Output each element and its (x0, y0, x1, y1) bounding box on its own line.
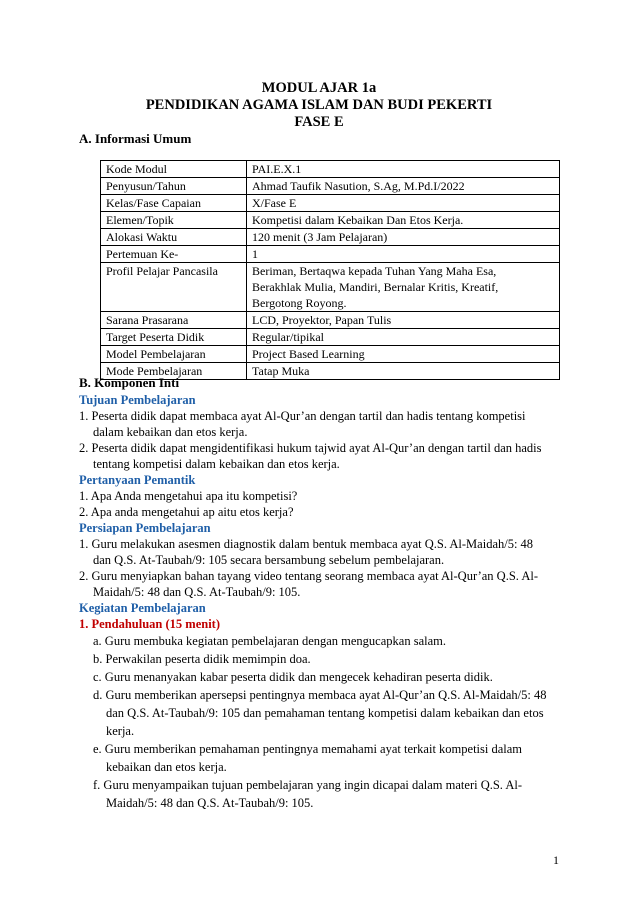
list-item: kerja. (106, 724, 135, 738)
list-item: dalam kebaikan dan etos kerja. (93, 425, 248, 439)
persiapan-heading: Persiapan Pembelajaran (79, 521, 211, 535)
table-row (101, 346, 560, 363)
list-item: tentang kompetisi dalam kebaikan dan etos kerja. (93, 457, 340, 471)
info-key: Alokasi Waktu (101, 229, 247, 246)
table-row (101, 263, 560, 312)
subject-title: PENDIDIKAN AGAMA ISLAM DAN BUDI PEKERTI (145, 97, 493, 113)
table-row (101, 329, 560, 346)
table-row (101, 246, 560, 263)
list-item: dan Q.S. At-Taubah/9: 105 dan pemahaman tentang kompetisi dalam kebaikan dan etos (106, 706, 544, 720)
info-value: X/Fase E (247, 195, 560, 212)
table-row (101, 195, 560, 212)
info-key: Kode Modul (101, 161, 247, 178)
info-key: Penyusun/Tahun (101, 178, 247, 195)
table-row (101, 229, 560, 246)
table-row (101, 161, 560, 178)
info-value-profil (247, 263, 560, 312)
info-key: Mode Pembelajaran (101, 363, 247, 380)
list-item: f. Guru menyampaikan tujuan pembelajaran yang ingin dicapai dalam materi Q.S. Al- (93, 778, 523, 792)
list-item: 2. Guru menyiapkan bahan tayang video tentang seorang membaca ayat Al-Qur’an Q.S. Al- (79, 569, 539, 583)
section-b-heading: B. Komponen Inti (79, 375, 180, 390)
list-item: 1. Apa Anda mengetahui apa itu kompetisi? (79, 489, 298, 503)
list-item: c. Guru menanyakan kabar peserta didik dan mengecek kehadiran peserta didik. (93, 670, 493, 684)
pendahuluan-heading: 1. Pendahuluan (15 menit) (79, 617, 220, 631)
info-key: Target Peserta Didik (101, 329, 247, 346)
info-value: 120 menit (3 Jam Pelajaran) (247, 229, 560, 246)
list-item: b. Perwakilan peserta didik memimpin doa. (93, 652, 311, 666)
kegiatan-heading: Kegiatan Pembelajaran (79, 601, 206, 615)
list-item: d. Guru memberikan apersepsi pentingnya membaca ayat Al-Qur’an Q.S. Al-Maidah/5: 48 (93, 688, 547, 702)
info-value: 1 (247, 246, 560, 263)
info-key: Elemen/Topik (101, 212, 247, 229)
list-item: 1. Guru melakukan asesmen diagnostik dalam bentuk membaca ayat Q.S. Al-Maidah/5: 48 (79, 537, 534, 551)
list-item: dan Q.S. At-Taubah/9: 105 secara bersambung sebelum pembelajaran. (93, 553, 445, 567)
profil-line: Beriman, Bertaqwa kepada Tuhan Yang Maha Esa, (252, 264, 497, 278)
info-value: PAI.E.X.1 (247, 161, 560, 178)
profil-line: Bergotong Royong. (252, 296, 347, 310)
page-number: 1 (553, 853, 559, 867)
list-item: Maidah/5: 48 dan Q.S. At-Taubah/9: 105. (93, 585, 301, 599)
table-row (101, 178, 560, 195)
list-item: kebaikan dan etos kerja. (106, 760, 227, 774)
info-value: Ahmad Taufik Nasution, S.Ag, M.Pd.I/2022 (247, 178, 560, 195)
list-item: 2. Apa anda mengetahui ap aitu etos kerja? (79, 505, 294, 519)
info-key: Profil Pelajar Pancasila (101, 263, 247, 312)
section-a-heading: A. Informasi Umum (79, 131, 192, 146)
info-table (100, 160, 560, 380)
info-value: LCD, Proyektor, Papan Tulis (247, 312, 560, 329)
list-item: a. Guru membuka kegiatan pembelajaran dengan mengucapkan salam. (93, 634, 446, 648)
info-value: Project Based Learning (247, 346, 560, 363)
module-title: MODUL AJAR 1a (261, 80, 377, 96)
list-item: e. Guru memberikan pemahaman pentingnya memahami ayat terkait kompetisi dalam (93, 742, 523, 756)
profil-line: Berakhlak Mulia, Mandiri, Bernalar Kritis, Kreatif, (252, 280, 499, 294)
list-item: 1. Peserta didik dapat membaca ayat Al-Qur’an dengan tartil dan hadis tentang kompetisi (79, 409, 526, 423)
info-key: Kelas/Fase Capaian (101, 195, 247, 212)
table-row (101, 312, 560, 329)
tujuan-heading: Tujuan Pembelajaran (79, 393, 196, 407)
pemantik-heading: Pertanyaan Pemantik (79, 473, 196, 487)
info-key: Model Pembelajaran (101, 346, 247, 363)
info-value: Regular/tipikal (247, 329, 560, 346)
table-row (101, 212, 560, 229)
list-item: Maidah/5: 48 dan Q.S. At-Taubah/9: 105. (106, 796, 314, 810)
info-key: Sarana Prasarana (101, 312, 247, 329)
phase-title: FASE E (294, 114, 344, 130)
list-item: 2. Peserta didik dapat mengidentifikasi hukum tajwid ayat Al-Qur’an dengan tartil dan hadis (79, 441, 542, 455)
info-value: Tatap Muka (247, 363, 560, 380)
info-key: Pertemuan Ke- (101, 246, 247, 263)
info-value: Kompetisi dalam Kebaikan Dan Etos Kerja. (247, 212, 560, 229)
